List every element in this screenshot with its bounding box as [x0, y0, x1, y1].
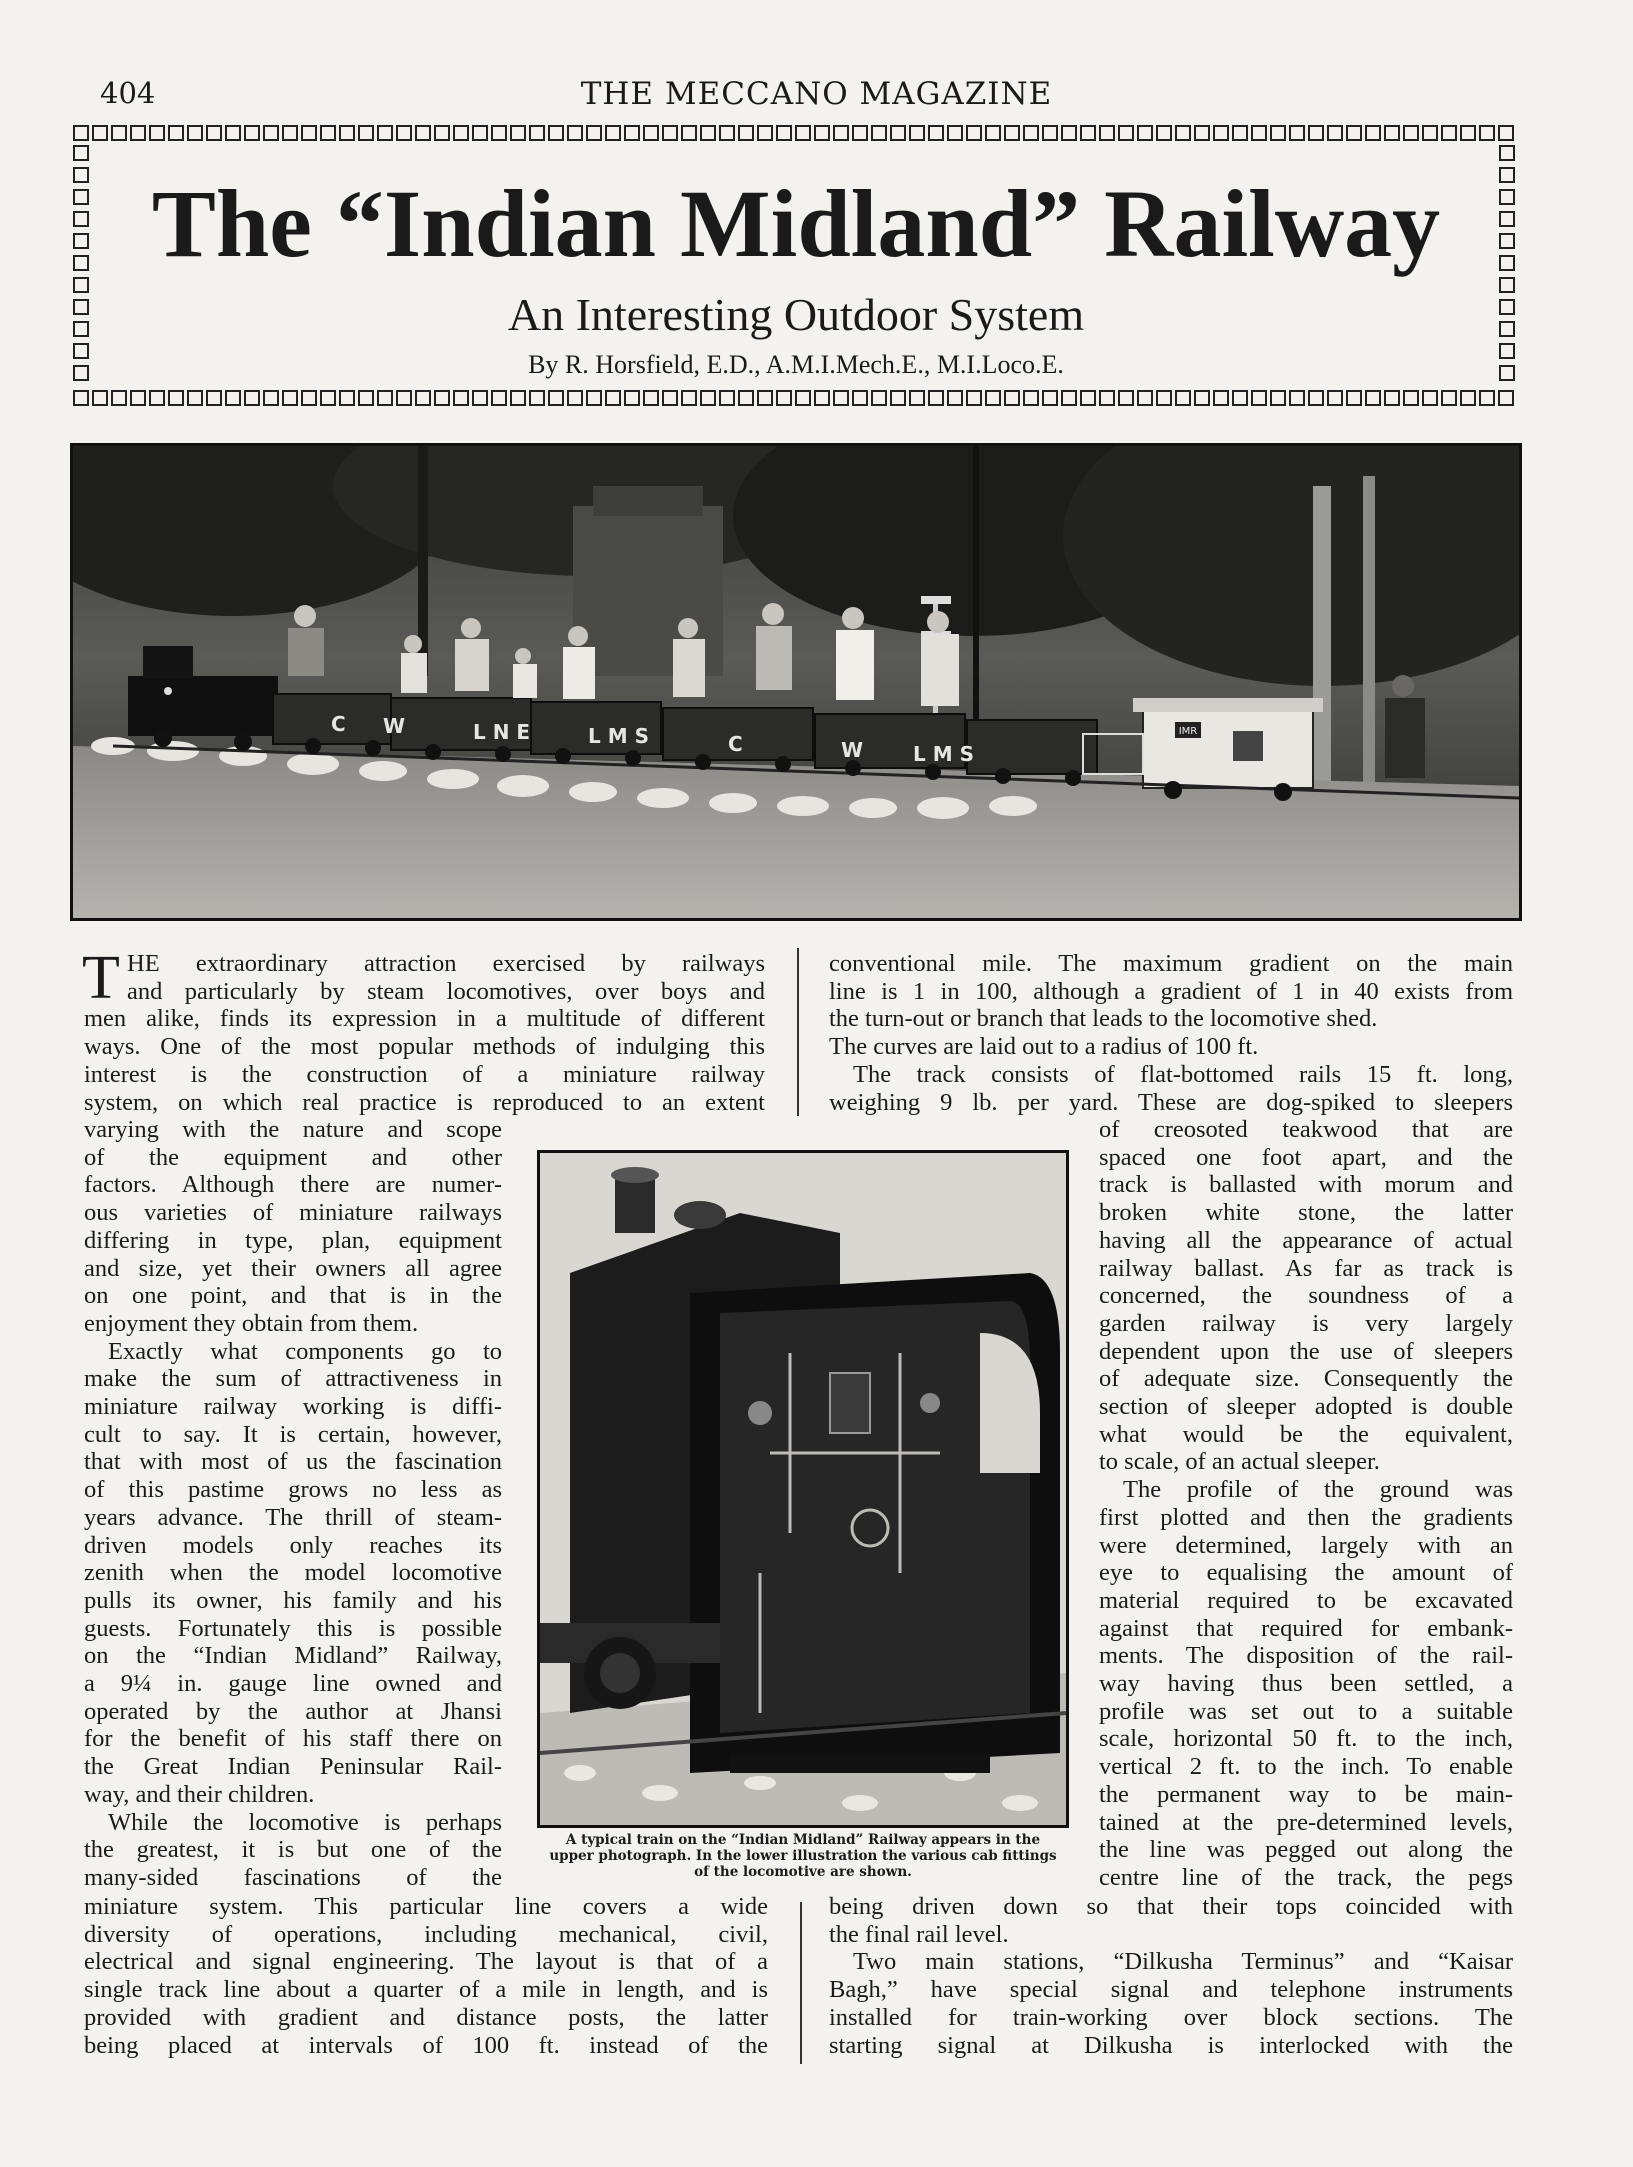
border-square: [1289, 125, 1305, 141]
border-square: [985, 125, 1001, 141]
text-line: factors. Although there are numer-: [84, 1171, 502, 1199]
text-line: the Great Indian Peninsular Rail-: [84, 1753, 502, 1781]
text-line: Two main stations, “Dilkusha Terminus” and “Kaisar: [853, 1948, 1513, 1976]
border-square: [434, 125, 450, 141]
border-square: [1441, 125, 1457, 141]
border-square: [282, 390, 298, 406]
text-line: starting signal at Dilkusha is interlocked with the: [829, 2031, 1513, 2059]
border-square: [1327, 125, 1343, 141]
border-square: [1441, 390, 1457, 406]
border-square: [795, 125, 811, 141]
border-square: [472, 390, 488, 406]
border-square: [187, 390, 203, 406]
title-border-bottom: [73, 390, 1517, 410]
border-square: [586, 390, 602, 406]
text-line: on the “Indian Midland” Railway,: [84, 1642, 502, 1670]
border-square: [1479, 125, 1495, 141]
border-square: [1384, 390, 1400, 406]
text-line: While the locomotive is perhaps: [108, 1808, 502, 1836]
border-square: [301, 390, 317, 406]
border-square: [757, 390, 773, 406]
border-square: [1251, 125, 1267, 141]
border-square: [1194, 390, 1210, 406]
border-square: [909, 125, 925, 141]
text-line: The curves are laid out to a radius of 100 ft.: [829, 1033, 1259, 1061]
border-square: [1004, 390, 1020, 406]
border-square: [681, 390, 697, 406]
border-square: [1232, 390, 1248, 406]
border-square: [282, 125, 298, 141]
title-box: [73, 125, 1519, 410]
border-square: [1289, 390, 1305, 406]
border-square: [415, 390, 431, 406]
text-line: broken white stone, the latter: [1099, 1199, 1513, 1227]
text-line: track is ballasted with morum and: [1099, 1171, 1513, 1199]
border-square: [206, 390, 222, 406]
border-square: [1156, 390, 1172, 406]
text-line: a 9¼ in. gauge line owned and: [84, 1670, 502, 1697]
text-line: of this pastime grows no less as: [84, 1476, 502, 1504]
border-square: [339, 125, 355, 141]
border-square: [1137, 125, 1153, 141]
border-square: [377, 390, 393, 406]
border-square: [814, 125, 830, 141]
wagon-lettering: C: [331, 712, 346, 736]
border-square: [1346, 125, 1362, 141]
border-square: [1498, 390, 1514, 406]
border-square: [1365, 125, 1381, 141]
border-square: [396, 390, 412, 406]
border-square: [1384, 125, 1400, 141]
wagon-lettering: L M S: [913, 742, 974, 766]
text-line: of creosoted teakwood that are: [1099, 1116, 1513, 1143]
text-line: way, and their children.: [84, 1780, 315, 1808]
border-square: [1042, 125, 1058, 141]
running-head: THE MECCANO MAGAZINE: [580, 76, 1053, 112]
border-square: [605, 125, 621, 141]
text-line: weighing 9 lb. per yard. These are dog-spiked to sleepers: [829, 1088, 1513, 1116]
brake-van-label: IMR: [1178, 726, 1198, 737]
text-line: HE extraordinary attraction exercised by railways: [127, 950, 765, 977]
border-square: [472, 125, 488, 141]
locomotive-cab-photograph: [537, 1150, 1069, 1828]
border-square: [225, 125, 241, 141]
border-square: [662, 390, 678, 406]
text-line: dependent upon the use of sleepers: [1099, 1337, 1513, 1365]
border-square: [985, 390, 1001, 406]
border-square: [890, 390, 906, 406]
text-line: many-sided fascinations of the: [84, 1863, 502, 1891]
border-square: [111, 390, 127, 406]
border-square: [111, 125, 127, 141]
text-line: were determined, largely with an: [1099, 1531, 1513, 1559]
border-square: [738, 125, 754, 141]
text-line: miniature railway working is diffi-: [84, 1393, 502, 1420]
border-square: [130, 125, 146, 141]
border-square: [1270, 390, 1286, 406]
border-square: [1251, 390, 1267, 406]
text-line: way having thus been settled, a: [1099, 1670, 1513, 1697]
border-square: [1422, 390, 1438, 406]
border-square: [1346, 390, 1362, 406]
text-line: being placed at intervals of 100 ft. instead of the: [84, 2031, 768, 2059]
border-square: [947, 125, 963, 141]
border-square: [1099, 390, 1115, 406]
border-square: [92, 390, 108, 406]
locomotive-illustration: [540, 1153, 1066, 1825]
column-rule-top: [797, 948, 799, 1116]
border-square: [738, 390, 754, 406]
text-line: conventional mile. The maximum gradient on the main: [829, 950, 1513, 977]
text-line: having all the appearance of actual: [1099, 1226, 1513, 1254]
border-square: [1118, 390, 1134, 406]
border-square: [491, 390, 507, 406]
text-line: guests. Fortunately this is possible: [84, 1614, 502, 1642]
text-line: ous varieties of miniature railways: [84, 1199, 502, 1227]
border-square: [1004, 125, 1020, 141]
border-square: [871, 390, 887, 406]
text-line: The track consists of flat-bottomed rails 15 ft. long,: [853, 1060, 1513, 1088]
border-square: [871, 125, 887, 141]
border-square: [890, 125, 906, 141]
text-line: interest is the construction of a miniature railway: [84, 1060, 765, 1088]
text-line: the line was pegged out along the: [1099, 1836, 1513, 1864]
border-square: [1422, 125, 1438, 141]
text-line: years advance. The thrill of steam-: [84, 1503, 502, 1531]
title-border-top: [73, 125, 1517, 145]
figure-caption: [530, 1832, 1076, 1880]
border-square: [92, 125, 108, 141]
border-square: [1460, 125, 1476, 141]
border-square: [833, 125, 849, 141]
text-line: Bagh,” have special signal and telephone instruments: [829, 1976, 1513, 2004]
caption-line: upper photograph. In the lower illustration the various cab fittings: [549, 1848, 1057, 1864]
border-square: [966, 125, 982, 141]
border-square: [1403, 125, 1419, 141]
border-square: [529, 390, 545, 406]
border-square: [320, 125, 336, 141]
border-square: [548, 390, 564, 406]
text-line: zenith when the model locomotive: [84, 1559, 502, 1587]
border-square: [966, 390, 982, 406]
text-line: first plotted and then the gradients: [1099, 1503, 1513, 1531]
byline: By R. Horsfield, E.D., A.M.I.Mech.E., M.I.Loco.E.: [528, 350, 1064, 379]
text-line: the final rail level.: [829, 1920, 1009, 1948]
border-square: [168, 390, 184, 406]
border-square: [643, 390, 659, 406]
drop-cap: T: [82, 944, 120, 1012]
border-square: [1137, 390, 1153, 406]
border-square: [510, 390, 526, 406]
text-line: to scale, of an actual sleeper.: [1099, 1448, 1380, 1476]
border-square: [928, 125, 944, 141]
text-line: operated by the author at Jhansi: [84, 1697, 502, 1725]
text-line: The profile of the ground was: [1123, 1476, 1513, 1504]
border-square: [415, 125, 431, 141]
text-line: driven models only reaches its: [84, 1531, 502, 1559]
border-square: [1213, 125, 1229, 141]
border-square: [605, 390, 621, 406]
border-square: [453, 390, 469, 406]
border-square: [1327, 390, 1343, 406]
border-square: [624, 390, 640, 406]
text-line: enjoyment they obtain from them.: [84, 1309, 419, 1337]
border-square: [928, 390, 944, 406]
text-line: railway ballast. As far as track is: [1099, 1254, 1513, 1282]
text-line: and particularly by steam locomotives, over boys and: [127, 977, 765, 1005]
border-square: [1403, 390, 1419, 406]
border-square: [681, 125, 697, 141]
wagon-lettering: L N E: [473, 720, 531, 744]
border-square: [852, 125, 868, 141]
border-square: [377, 125, 393, 141]
border-square: [548, 125, 564, 141]
text-line: differing in type, plan, equipment: [84, 1226, 502, 1254]
border-square: [1365, 390, 1381, 406]
border-square: [1080, 125, 1096, 141]
border-square: [757, 125, 773, 141]
text-line: on one point, and that is in the: [84, 1282, 502, 1310]
text-line: for the benefit of his staff there on: [84, 1725, 502, 1753]
border-square: [1270, 125, 1286, 141]
border-square: [225, 390, 241, 406]
text-line: of adequate size. Consequently the: [1099, 1365, 1513, 1393]
border-square: [1061, 390, 1077, 406]
border-square: [1194, 125, 1210, 141]
border-square: [776, 125, 792, 141]
border-square: [1499, 145, 1515, 161]
border-square: [947, 390, 963, 406]
border-square: [1042, 390, 1058, 406]
border-square: [244, 390, 260, 406]
border-square: [1061, 125, 1077, 141]
border-square: [1308, 390, 1324, 406]
border-square: [358, 390, 374, 406]
border-square: [529, 125, 545, 141]
text-line: diversity of operations, including mechanical, civil,: [84, 1920, 768, 1948]
article-title: The “Indian Midland” Railway: [151, 170, 1441, 277]
text-line: garden railway is very largely: [1099, 1309, 1513, 1337]
border-square: [1175, 390, 1191, 406]
border-square: [73, 125, 89, 141]
border-square: [1308, 125, 1324, 141]
border-square: [567, 125, 583, 141]
border-square: [149, 125, 165, 141]
border-square: [263, 390, 279, 406]
text-line: ways. One of the most popular methods of indulging this: [84, 1033, 765, 1061]
article-subtitle: An Interesting Outdoor System: [507, 289, 1085, 340]
border-square: [510, 125, 526, 141]
border-square: [1232, 125, 1248, 141]
text-line: profile was set out to a suitable: [1099, 1697, 1513, 1725]
border-square: [396, 125, 412, 141]
text-line: tained at the pre-determined levels,: [1099, 1808, 1513, 1836]
border-square: [73, 390, 89, 406]
border-square: [833, 390, 849, 406]
text-line: eye to equalising the amount of: [1099, 1559, 1513, 1587]
border-square: [358, 125, 374, 141]
border-square: [320, 390, 336, 406]
text-line: Exactly what components go to: [108, 1337, 502, 1365]
border-square: [339, 390, 355, 406]
text-line: installed for train-working over block sections. The: [829, 2003, 1513, 2031]
column-rule-bottom: [800, 1902, 802, 2064]
text-line: single track line about a quarter of a mile in length, and is: [84, 1976, 768, 2004]
border-square: [624, 125, 640, 141]
border-square: [852, 390, 868, 406]
train-photograph: [70, 443, 1522, 921]
border-square: [719, 125, 735, 141]
border-square: [1023, 125, 1039, 141]
border-square: [719, 390, 735, 406]
border-square: [187, 125, 203, 141]
train-photo-illustration: [73, 446, 1519, 918]
text-line: centre line of the track, the pegs: [1099, 1863, 1513, 1891]
border-square: [643, 125, 659, 141]
text-line: of the equipment and other: [84, 1143, 502, 1171]
text-line: men alike, finds its expression in a multitude of different: [84, 1005, 765, 1033]
border-square: [130, 390, 146, 406]
border-square: [453, 125, 469, 141]
text-line: and size, yet their owners all agree: [84, 1254, 502, 1282]
border-square: [73, 145, 89, 161]
border-square: [700, 390, 716, 406]
border-square: [1498, 125, 1514, 141]
text-line: being driven down so that their tops coincided with: [829, 1893, 1513, 1920]
text-line: concerned, the soundness of a: [1099, 1282, 1513, 1310]
border-square: [206, 125, 222, 141]
text-line: varying with the nature and scope: [84, 1116, 502, 1143]
text-line: pulls its owner, his family and his: [84, 1586, 502, 1614]
border-square: [567, 390, 583, 406]
border-square: [776, 390, 792, 406]
text-line: scale, horizontal 50 ft. to the inch,: [1099, 1725, 1513, 1753]
text-line: the turn-out or branch that leads to the locomotive shed.: [829, 1005, 1378, 1033]
border-square: [909, 390, 925, 406]
border-square: [1479, 390, 1495, 406]
text-line: provided with gradient and distance posts, the latter: [84, 2003, 768, 2031]
caption-line: of the locomotive are shown.: [694, 1864, 912, 1880]
text-line: against that required for embank-: [1099, 1614, 1513, 1642]
text-line: make the sum of attractiveness in: [84, 1365, 502, 1393]
border-square: [586, 125, 602, 141]
text-line: what would be the equivalent,: [1099, 1420, 1513, 1448]
text-line: miniature system. This particular line covers a wide: [84, 1893, 768, 1920]
border-square: [795, 390, 811, 406]
text-line: electrical and signal engineering. The layout is that of a: [84, 1948, 768, 1976]
border-square: [1460, 390, 1476, 406]
wagon-lettering: L M S: [588, 724, 649, 748]
border-square: [434, 390, 450, 406]
border-square: [814, 390, 830, 406]
border-square: [1080, 390, 1096, 406]
wagon-lettering: W: [383, 714, 406, 738]
border-square: [1156, 125, 1172, 141]
border-square: [1213, 390, 1229, 406]
border-square: [1023, 390, 1039, 406]
border-square: [244, 125, 260, 141]
text-line: the greatest, it is but one of the: [84, 1836, 502, 1864]
caption-line: A typical train on the “Indian Midland” Railway appears in the: [565, 1832, 1041, 1848]
border-square: [301, 125, 317, 141]
text-line: material required to be excavated: [1099, 1586, 1513, 1614]
border-square: [662, 125, 678, 141]
text-line: ments. The disposition of the rail-: [1099, 1642, 1513, 1670]
border-square: [491, 125, 507, 141]
border-square: [149, 390, 165, 406]
border-square: [168, 125, 184, 141]
wagon-lettering: C: [728, 732, 743, 756]
page-number: 404: [100, 76, 156, 110]
border-square: [263, 125, 279, 141]
text-line: line is 1 in 100, although a gradient of 1 in 40 exists from: [829, 977, 1513, 1005]
text-line: that with most of us the fascination: [84, 1448, 502, 1476]
text-line: system, on which real practice is reproduced to an extent: [84, 1088, 765, 1116]
text-line: spaced one foot apart, and the: [1099, 1143, 1513, 1171]
border-square: [1118, 125, 1134, 141]
text-line: vertical 2 ft. to the inch. To enable: [1099, 1753, 1513, 1781]
text-line: cult to say. It is certain, however,: [84, 1420, 502, 1448]
wagon-lettering: W: [841, 738, 864, 762]
text-line: the permanent way to be main-: [1099, 1780, 1513, 1808]
border-square: [1099, 125, 1115, 141]
border-square: [1175, 125, 1191, 141]
text-line: section of sleeper adopted is double: [1099, 1393, 1513, 1420]
border-square: [700, 125, 716, 141]
